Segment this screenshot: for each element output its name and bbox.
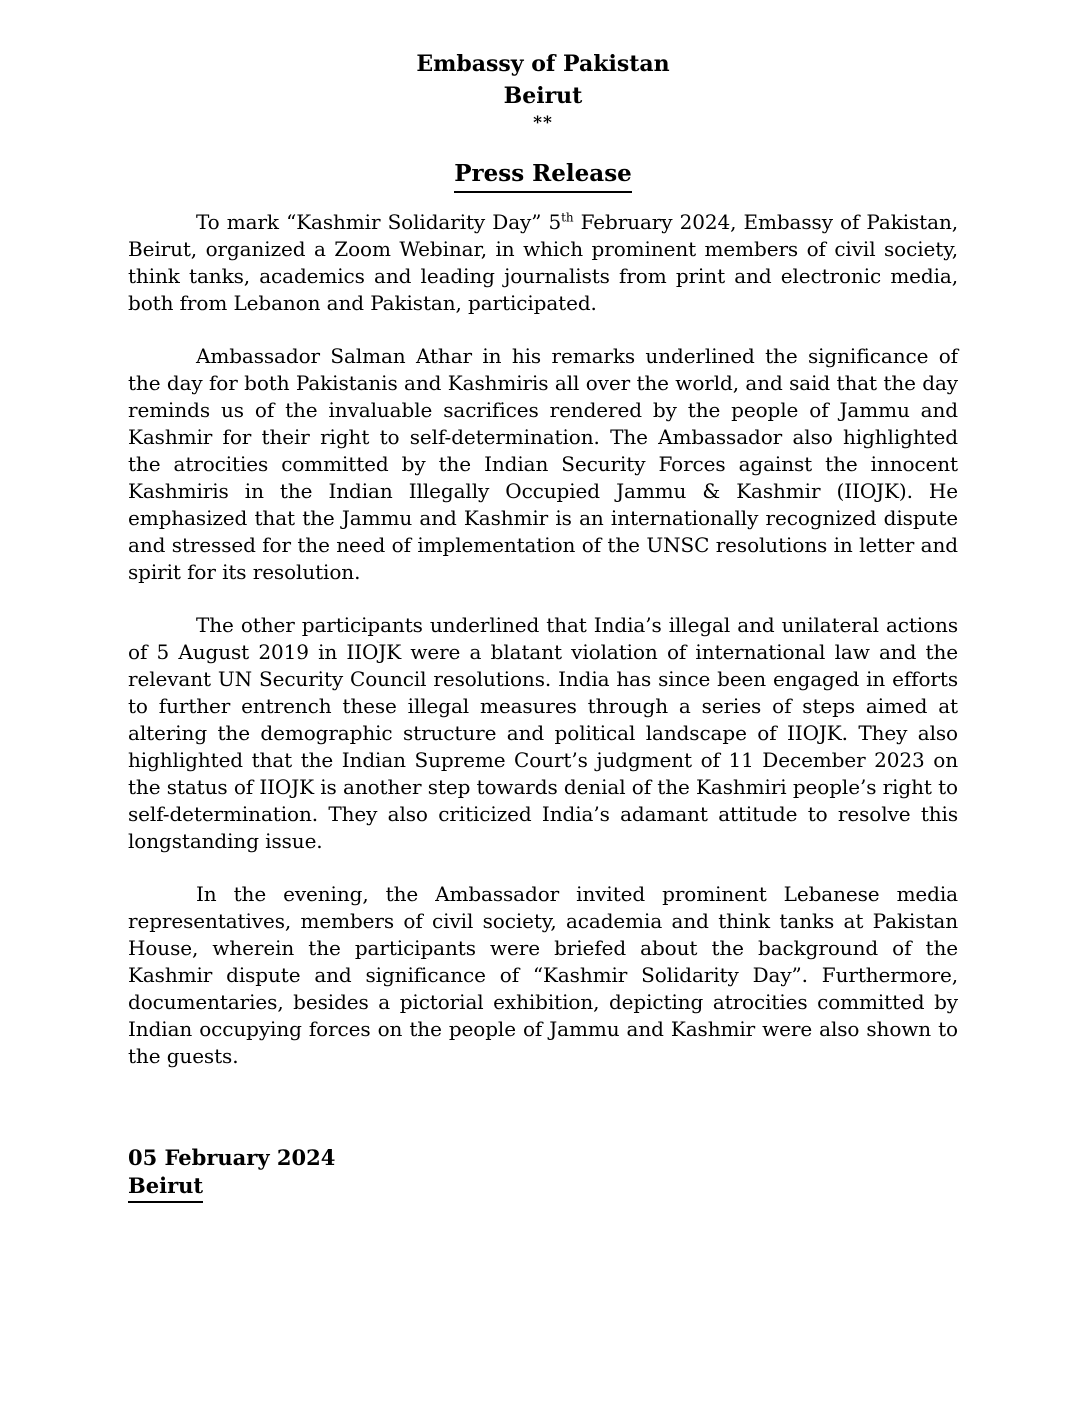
separator-stars: ** <box>533 113 553 133</box>
paragraph-2: Ambassador Salman Athar in his remarks underlined the significance of the day for both Pakistanis and Kashmiris all over the world, and said that the day reminds us of the invaluable sacrifices rendered by the people of Jammu and Kashmir for their right to self-determination. The Ambassador also highlighted the atrocities committed by the Indian Security Forces against the innocent Kashmiris in the Indian Illegally Occupied Jammu & Kashmir (IIOJK). He emphasized that the Jammu and Kashmir is an internationally recognized dispute and stressed for the need of implementation of the UNSC resolutions in letter and spirit for its resolution. <box>128 344 958 584</box>
footer-place-text: Beirut <box>128 1172 203 1203</box>
document-header <box>128 48 958 193</box>
superscript-ordinal: th <box>561 210 574 225</box>
paragraph-3: The other participants underlined that India’s illegal and unilateral actions of 5 August 2019 in IIOJK were a blatant violation of international law and the relevant UN Security Council resolutions. India has since been engaged in efforts to further entrench these illegal measures through a series of steps aimed at altering the demographic structure and political landscape of IIOJK. They also highlighted that the Indian Supreme Court’s judgment of 11 December 2023 on the status of IIOJK is another step towards denial of the Kashmiri people’s right to self-determination. They also criticized India’s adamant attitude to resolve this longstanding issue. <box>128 613 958 853</box>
footer-date: 05 February 2024 <box>128 1145 336 1170</box>
document-footer <box>128 1144 958 1203</box>
paragraph-1-before-sup: To mark “Kashmir Solidarity Day” 5 <box>196 210 562 234</box>
org-city: Beirut <box>503 83 583 109</box>
paragraph-1 <box>128 209 958 317</box>
document-title <box>128 158 958 193</box>
paragraph-1-after-sup: February 2024, Embassy of Pakistan, Beirut, organized a Zoom Webinar, in which prominent members of civil society, think tanks, academics and leading journalists from print and electronic media, both from Lebanon and Pakistan, participated. <box>128 210 958 315</box>
document-body <box>128 209 958 1070</box>
document-title-text: Press Release <box>454 158 632 193</box>
org-name: Embassy of Pakistan <box>416 51 670 77</box>
paragraph-4: In the evening, the Ambassador invited prominent Lebanese media representatives, members of civil society, academia and think tanks at Pakistan House, wherein the participants were briefed about the background of the Kashmir dispute and significance of “Kashmir Solidarity Day”. Furthermore, documentaries, besides a pictorial exhibition, depicting atrocities committed by Indian occupying forces on the people of Jammu and Kashmir were also shown to the guests. <box>128 882 958 1068</box>
footer-place <box>128 1172 958 1203</box>
